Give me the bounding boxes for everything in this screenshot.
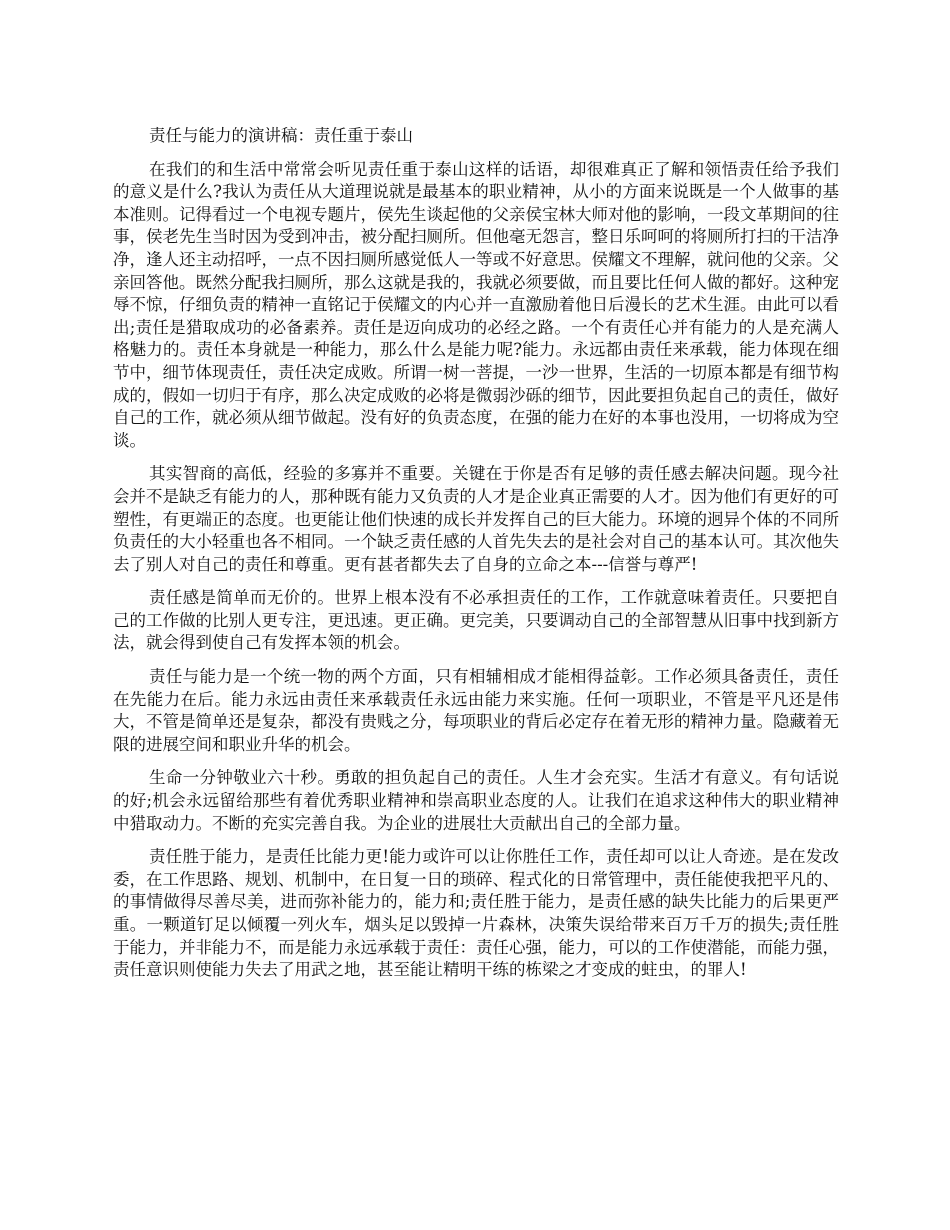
paragraph-4: 责任与能力是一个统一物的两个方面，只有相辅相成才能相得益彰。工作必须具备责任，责任在先能力在后。能力永远由责任来承载责任永远由能力来实施。任何一项职业，不管是平凡还是伟大，不管是简单还是复杂，都没有贵贱之分，每项职业的背后必定存在着无形的精神力量。隐藏着无限的进展空间和职业升华的机会。	[113, 667, 839, 754]
document-title: 责任与能力的演讲稿：责任重于泰山	[149, 126, 413, 145]
paragraph-3: 责任感是简单而无价的。世界上根本没有不必承担责任的工作，工作就意味着责任。只要把自己的工作做的比别人更专注，更迅速。更正确。更完美，只要调动自己的全部智慧从旧事中找到新方法，就会得到使自己有发挥本领的机会。	[113, 588, 839, 653]
paragraph-6: 责任胜于能力，是责任比能力更!能力或许可以让你胜任工作，责任却可以让人奇迹。是在发改委，在工作思路、规划、机制中，在日复一日的琐碎、程式化的日常管理中，责任能使我把平凡的、的事情做得尽善尽美，进而弥补能力的，能力和;责任胜于能力，是责任感的缺失比能力的后果更严重。一颗道钉足以倾覆一列火车，烟头足以毁掉一片森林，决策失误给带来百万千万的损失;责任胜于能力，并非能力不，而是能力永远承载于责任：责任心强，能力，可以的工作使潜能，而能力强，责任意识则使能力失去了用武之地，甚至能让精明干练的栋梁之才变成的蛀虫，的罪人!	[113, 847, 839, 980]
paragraph-2: 其实智商的高低，经验的多寡并不重要。关键在于你是否有足够的责任感去解决问题。现今社会并不是缺乏有能力的人，那种既有能力又负责的人才是企业真正需要的人才。因为他们有更好的可塑性，有更端正的态度。也更能让他们快速的成长并发挥自己的巨大能力。环境的迥异个体的不同所负责任的大小轻重也各不相同。一个缺乏责任感的人首先失去的是社会对自己的基本认可。其次他失去了别人对自己的责任和尊重。更有甚者都失去了自身的立命之本---信誉与尊严!	[113, 464, 839, 574]
paragraph-1: 在我们的和生活中常常会听见责任重于泰山这样的话语，却很难真正了解和领悟责任给予我们的意义是什么?我认为责任从大道理说就是最基本的职业精神，从小的方面来说既是一个人做事的基本准则。记得看过一个电视专题片，侯先生谈起他的父亲侯宝林大师对他的影响，一段文革期间的往事，侯老先生当时因为受到冲击，被分配扫厕所。但他毫无怨言，整日乐呵呵的将厕所打扫的干洁净净，逢人还主动招呼，一点不因扫厕所感觉低人一等或不好意思。侯耀文不理解，就问他的父亲。父亲回答他。既然分配我扫厕所，那么这就是我的，我就必须要做，而且要比任何人做的都好。这种宠辱不惊，仔细负责的精神一直铭记于侯耀文的内心并一直激励着他日后漫长的艺术生涯。由此可以看出;责任是猎取成功的必备素养。责任是迈向成功的必经之路。一个有责任心并有能力的人是充满人格魅力的。责任本身就是一种能力，那么什么是能力呢?能力。永远都由责任来承载，能力体现在细节中，细节体现责任，责任决定成败。所谓一树一菩提，一沙一世界，生活的一切原本都是有细节构成的，假如一切归于有序，那么决定成败的必将是微弱沙砾的细节，因此要担负起自己的责任，做好自己的工作，就必须从细节做起。没有好的负责态度，在强的能力在好的本事也没用，一切将成为空谈。	[113, 159, 839, 450]
document-body	[113, 125, 839, 993]
paragraph-5: 生命一分钟敬业六十秒。勇敢的担负起自己的责任。人生才会充实。生活才有意义。有句话说的好;机会永远留给那些有着优秀职业精神和崇高职业态度的人。让我们在追求这种伟大的职业精神中猎取动力。不断的充实完善自我。为企业的进展壮大贡献出自己的全部力量。	[113, 768, 839, 833]
